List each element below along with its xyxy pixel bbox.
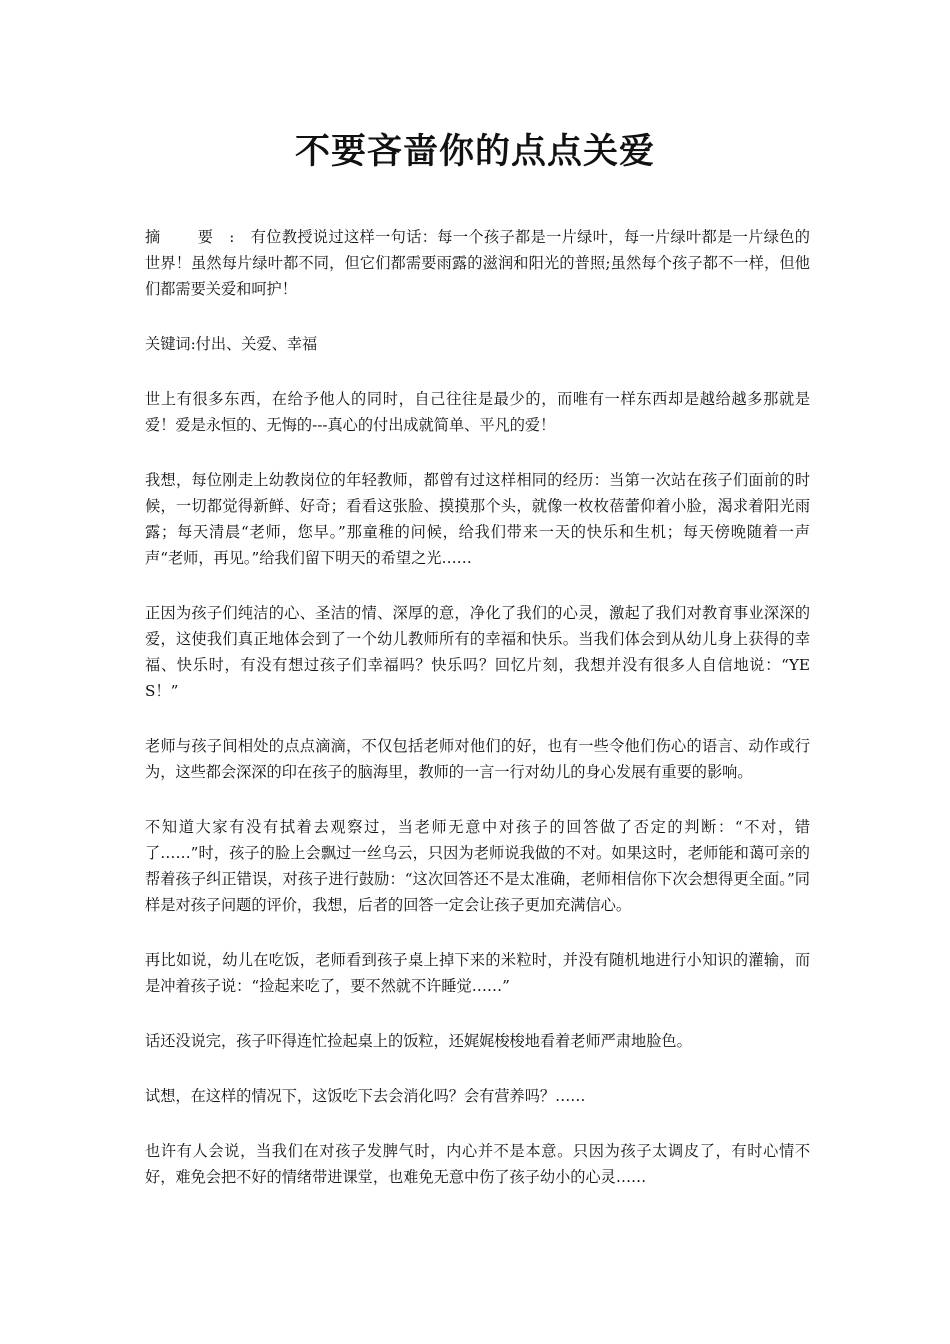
keywords-paragraph: 关键词:付出、关爱、幸福 bbox=[145, 335, 318, 353]
abstract-text: 有位教授说过这样一句话：每一个孩子都是一片绿叶，每一片绿叶都是一片绿色的世界！虽然每片绿叶都不同，但它们都需要雨露的滋润和阳光的普照;虽然每个孩子都不一样，但他们都需要关爱和呵护！ bbox=[145, 228, 810, 298]
body-paragraph-9: 也许有人会说，当我们在对孩子发脾气时，内心并不是本意。只因为孩子太调皮了，有时心情不好，难免会把不好的情绪带进课堂，也难免无意中伤了孩子幼小的心灵…… bbox=[145, 1142, 810, 1186]
abstract-paragraph bbox=[145, 224, 810, 302]
body-paragraph-7: 话还没说完，孩子吓得连忙捡起桌上的饭粒，还娓娓梭梭地看着老师严肃地脸色。 bbox=[145, 1032, 692, 1050]
document-title: 不要吝啬你的点点关爱 bbox=[294, 131, 655, 172]
abstract-label: 摘 要: bbox=[145, 228, 251, 246]
document-body bbox=[145, 224, 810, 1219]
body-paragraph-5: 不知道大家有没有拭着去观察过，当老师无意中对孩子的回答做了否定的判断：“不对，错了……”时，孩子的脸上会飘过一丝乌云，只因为老师说我做的不对。如果这时，老师能和蔼可亲的帮着孩子纠正错误，对孩子进行鼓励：“这次回答还不是太准确，老师相信你下次会想得更全面。”同样是对孩子问题的评价，我想，后者的回答一定会让孩子更加充满信心。 bbox=[145, 818, 810, 914]
body-paragraph-8: 试想，在这样的情况下，这饭吃下去会消化吗？会有营养吗？…… bbox=[145, 1087, 586, 1105]
body-paragraph-6: 再比如说，幼儿在吃饭，老师看到孩子桌上掉下来的米粒时，并没有随机地进行小知识的灌输，而是冲着孩子说：“捡起来吃了，要不然就不许睡觉……” bbox=[145, 951, 810, 995]
body-paragraph-2: 我想，每位刚走上幼教岗位的年轻教师，都曾有过这样相同的经历：当第一次站在孩子们面前的时候，一切都觉得新鲜、好奇；看看这张脸、摸摸那个头，就像一枚枚蓓蕾仰着小脸，渴求着阳光雨露；每天清晨“老师，您早。”那童稚的问候，给我们带来一天的快乐和生机；每天傍晚随着一声声“老师，再见。”给我们留下明天的希望之光…… bbox=[145, 471, 810, 567]
body-paragraph-1: 世上有很多东西，在给予他人的同时，自己往往是最少的，而唯有一样东西却是越给越多那就是爱！爱是永恒的、无悔的---真心的付出成就简单、平凡的爱！ bbox=[145, 390, 810, 434]
body-paragraph-3: 正因为孩子们纯洁的心、圣洁的情、深厚的意，净化了我们的心灵，激起了我们对教育事业深深的爱，这使我们真正地体会到了一个幼儿教师所有的幸福和快乐。当我们体会到从幼儿身上获得的幸福、快乐时，有没有想过孩子们幸福吗？快乐吗？回忆片刻，我想并没有很多人自信地说：“YES！” bbox=[145, 604, 810, 700]
body-paragraph-4: 老师与孩子间相处的点点滴滴，不仅包括老师对他们的好，也有一些令他们伤心的语言、动作或行为，这些都会深深的印在孩子的脑海里，教师的一言一行对幼儿的身心发展有重要的影响。 bbox=[145, 737, 810, 781]
